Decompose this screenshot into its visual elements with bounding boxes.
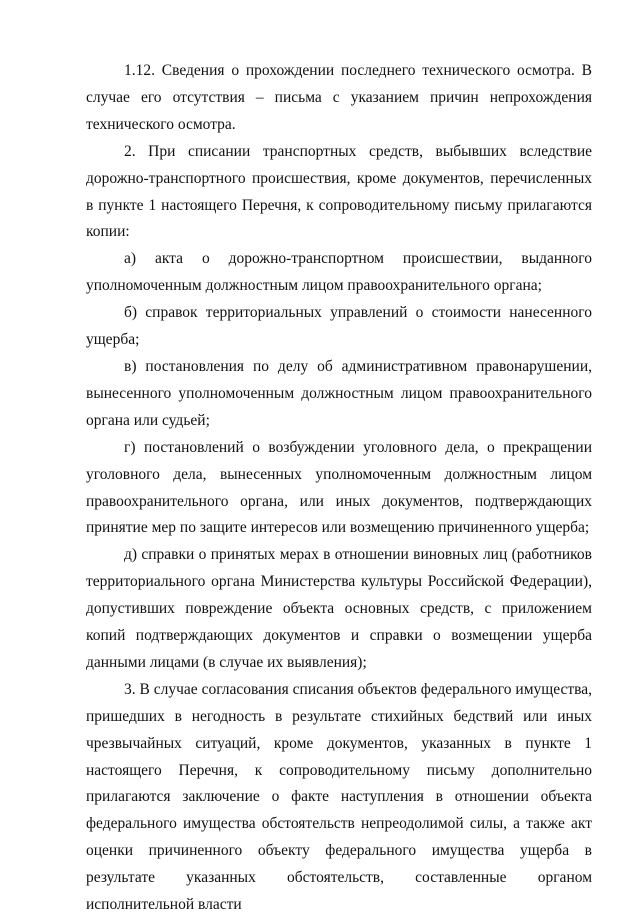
paragraph-1-12-inspection: 1.12. Сведения о прохождении последнего технического осмотра. В случае его отсутствия – письма с указанием причин непрохождения технического осмотра. — [86, 62, 592, 133]
paragraph-3-force-majeure: 3. В случае согласования списания объектов федерального имущества, пришедших в негодность в результате стихийных бедствий или иных чрезвычайных ситуаций, кроме документов, указанных в пункте 1 настоящего Перечня, к сопроводительному письму дополнительно прилагаются заключение о факте наступления в отношении объекта федерального имущества обстоятельств непреодолимой силы, а также акт оценки причиненного объекту федерального имущества ущерба в результате указанных обстоятельств, составленные органом исполнительной власти — [86, 680, 592, 914]
list-item-b: б) справок территориальных управлений о стоимости нанесенного ущерба; — [86, 304, 592, 349]
list-item-v: в) постановления по делу об административном правонарушении, вынесенного уполномоченным должностным лицом правоохранительного органа или судьей; — [86, 357, 592, 429]
list-item-d: д) справки о принятых мерах в отношении виновных лиц (работников территориального органа Министерства культуры Российской Федерации), допустивших повреждение объекта основных средств, с приложением копий подтверждающих документов и справки о возмещении ущерба данными лицами (в случае их выявления); — [86, 546, 592, 671]
document-body — [86, 58, 592, 919]
list-item-a: а) акта о дорожно-транспортном происшествии, выданного уполномоченным должностным лицом правоохранительного органа; — [86, 250, 592, 295]
list-item-g: г) постановлений о возбуждении уголовного дела, о прекращении уголовного дела, вынесенных уполномоченным должностным лицом правоохранительного органа, или иных документов, подтверждающих принятие мер по защите интересов или возмещению причиненного ущерба; — [86, 438, 592, 537]
paragraph-2-accident-writeoff: 2. При списании транспортных средств, выбывших вследствие дорожно-транспортного происшествия, кроме документов, перечисленных в пункте 1 настоящего Перечня, к сопроводительному письму прилагаются копии: — [86, 142, 592, 241]
